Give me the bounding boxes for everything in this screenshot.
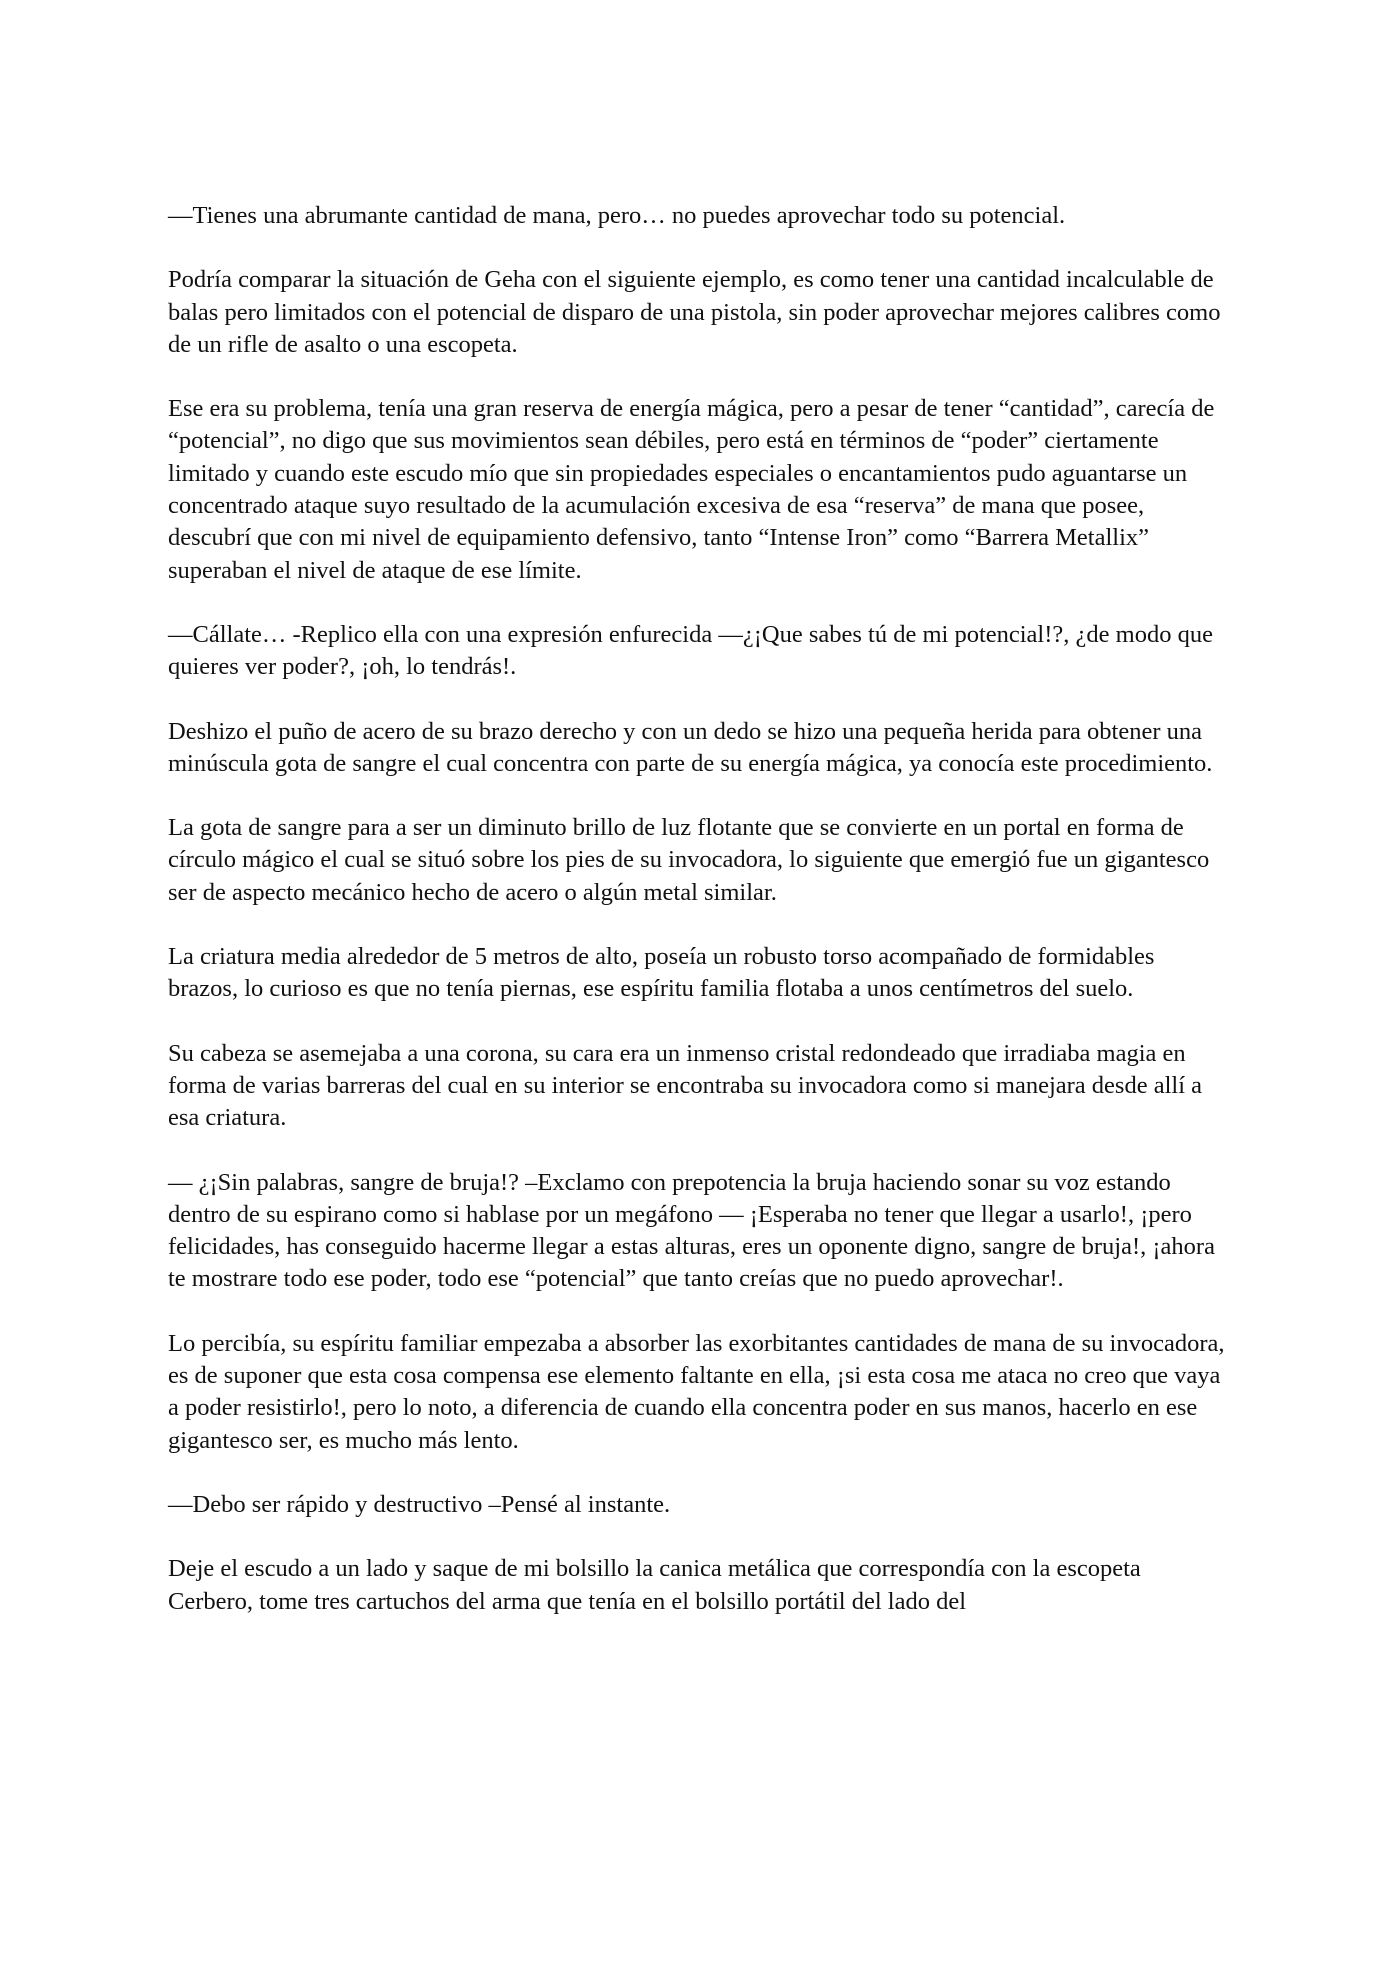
paragraph-1: —Tienes una abrumante cantidad de mana, pero… no puedes aprovechar todo su potencial. (168, 202, 1066, 229)
paragraph-10: Lo percibía, su espíritu familiar empezaba a absorber las exorbitantes cantidades de mana de su invocadora, es de suponer que esta cosa compensa ese elemento faltante en ella, ¡si esta cosa me ataca no creo que vaya a poder resistirlo!, pero lo noto, a diferencia de cuando ella concentra poder en sus manos, hacerlo en ese gigantesco ser, es mucho más lento. (168, 1329, 1225, 1454)
paragraph-8: Su cabeza se asemejaba a una corona, su cara era un inmenso cristal redondeado que irradiaba magia en forma de varias barreras del cual en su interior se encontraba su invocadora como si manejara desde allí a esa criatura. (168, 1039, 1203, 1132)
document-page (168, 200, 1228, 1650)
paragraph-12: Deje el escudo a un lado y saque de mi bolsillo la canica metálica que correspondía con la escopeta Cerbero, tome tres cartuchos del arma que tenía en el bolsillo portátil del lado del (168, 1555, 1141, 1615)
paragraph-5: Deshizo el puño de acero de su brazo derecho y con un dedo se hizo una pequeña herida para obtener una minúscula gota de sangre el cual concentra con parte de su energía mágica, ya conocía este procedimiento. (168, 717, 1213, 777)
paragraph-6: La gota de sangre para a ser un diminuto brillo de luz flotante que se convierte en un portal en forma de círculo mágico el cual se situó sobre los pies de su invocadora, lo siguiente que emergió fue un gigantesco ser de aspecto mecánico hecho de acero o algún metal similar. (168, 814, 1210, 906)
paragraph-4: —Cállate… -Replico ella con una expresión enfurecida —¿¡Que sabes tú de mi potencial!?, ¿de modo que quieres ver poder?, ¡oh, lo tendrás!. (168, 620, 1213, 681)
paragraph-9: — ¿¡Sin palabras, sangre de bruja!? –Exclamo con prepotencia la bruja haciendo sonar su voz estando dentro de su espirano como si hablase por un megáfono — ¡Esperaba no tener que llegar a usarlo!, ¡pero felicidades, has conseguido hacerme llegar a estas alturas, eres un oponente digno, sangre de bruja!, ¡ahora te mostrare todo ese poder, todo ese “potencial” que tanto creías que no puedo aprovechar!. (168, 1168, 1215, 1293)
paragraph-3: Ese era su problema, tenía una gran reserva de energía mágica, pero a pesar de tener “cantidad”, carecía de “potencial”, no digo que sus movimientos sean débiles, pero está en términos de “poder” ciertamente limitado y cuando este escudo mío que sin propiedades especiales o encantamientos pudo aguantarse un concentrado ataque suyo resultado de la acumulación excesiva de esa “reserva” de mana que posee, descubrí que con mi nivel de equipamiento defensivo, tanto “Intense Iron” como “Barrera Metallix” superaban el nivel de ataque de ese límite. (168, 395, 1215, 584)
paragraph-11: —Debo ser rápido y destructivo –Pensé al instante. (168, 1490, 671, 1518)
paragraph-2: Podría comparar la situación de Geha con el siguiente ejemplo, es como tener una cantidad incalculable de balas pero limitados con el potencial de disparo de una pistola, sin poder aprovechar mejores calibres como de un rifle de asalto o una escopeta. (168, 266, 1221, 358)
paragraph-7: La criatura media alrededor de 5 metros de alto, poseía un robusto torso acompañado de formidables brazos, lo curioso es que no tenía piernas, ese espíritu familia flotaba a unos centímetros del suelo. (168, 943, 1155, 1003)
